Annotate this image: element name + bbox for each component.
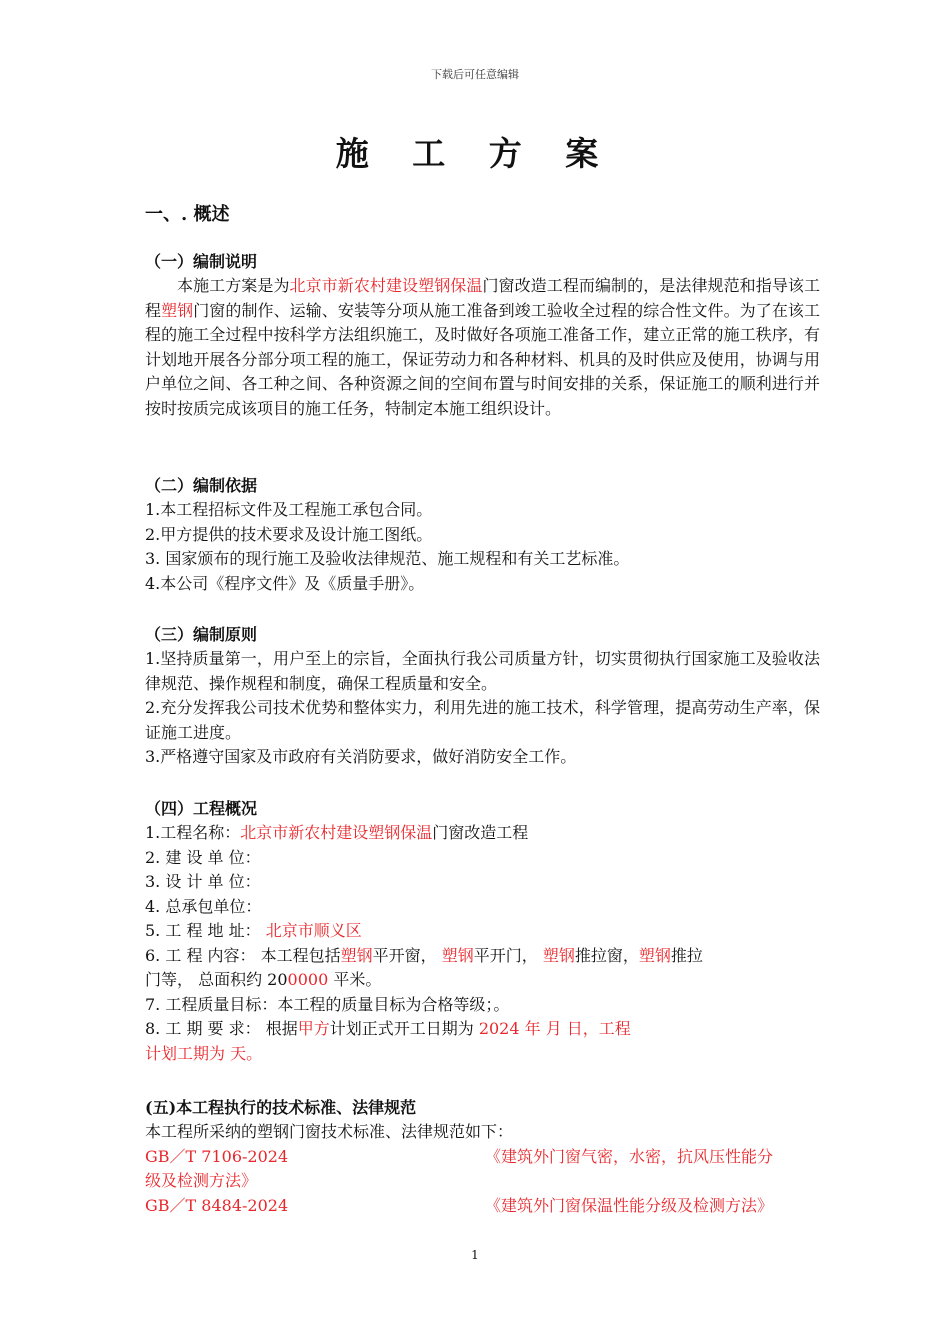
highlight-text: 塑钢 — [441, 945, 474, 965]
text: 门等， 总面积约 20 — [145, 970, 288, 989]
text: 推拉 — [670, 945, 703, 965]
highlight-text: 甲方 — [297, 1019, 330, 1038]
schedule-requirement-cont: 计划工期为 天。 — [145, 1043, 263, 1063]
project-content-cont — [145, 968, 820, 993]
list-item: 2.充分发挥我公司技术优势和整体实力，利用先进的施工技术，科学管理，提高劳动生产率，保证施工进度。 — [145, 698, 820, 742]
section-compilation-notes — [145, 250, 820, 421]
list-item: 3.严格遵守国家及市政府有关消防要求，做好消防安全工作。 — [145, 747, 577, 766]
document-title: 施 工 方 案 — [335, 134, 615, 173]
standards-intro: 本工程所采纳的塑钢门窗技术标准、法律规范如下： — [145, 1122, 514, 1141]
standard-row — [145, 1145, 820, 1170]
highlight-text: 0000 — [287, 970, 329, 989]
text: 平米。 — [328, 970, 382, 989]
general-contractor: 4. 总承包单位： — [145, 896, 262, 916]
label: 1.工程名称： — [145, 823, 241, 842]
project-address — [145, 919, 820, 944]
section-technical-standards — [145, 1096, 820, 1218]
text: 本施工方案是为 — [177, 276, 290, 295]
label: 8. 工 期 要 求： 根据 — [145, 1019, 298, 1038]
list-item: 4.本公司《程序文件》及《质量手册》。 — [145, 573, 425, 593]
standard-code: GB／T 7106-2024 — [145, 1146, 289, 1166]
header-note: 下载后可任意编辑 — [431, 68, 519, 81]
highlight-text: 北京市新农村建设塑钢保温 — [240, 823, 433, 842]
standard-name-cont: 级及检测方法》 — [145, 1171, 258, 1190]
project-name — [145, 821, 820, 846]
subsection-title: (五)本工程执行的技术标准、法律规范 — [145, 1098, 417, 1117]
text: 平开门， — [473, 945, 543, 965]
standard-code: GB／T 8484-2024 — [145, 1195, 289, 1215]
quality-target: 7. 工程质量目标：本工程的质量目标为合格等级；。 — [145, 994, 510, 1014]
standard-name: 《建筑外门窗保温性能分级及检测方法》 — [485, 1195, 774, 1215]
schedule-requirement — [145, 1017, 820, 1042]
standard-row — [145, 1194, 820, 1219]
subsection-title: （三）编制原则 — [145, 625, 258, 644]
highlight-text: 北京市顺义区 — [265, 921, 362, 940]
list-item: 1.坚持质量第一，用户至上的宗旨，全面执行我公司质量方针，切实贯彻执行国家施工及验收法律规范、操作规程和制度，确保工程质量和安全。 — [145, 649, 820, 693]
highlight-text: 北京市新农村建设塑钢保温 — [289, 276, 483, 295]
text: 计划正式开工日期为 — [329, 1019, 479, 1038]
text: 门窗的制作、运输、安装等分项从施工准备到竣工验收全过程的综合性文件。为了在该工程的施工全过程中按科学方法组织施工，及时做好各项施工准备工作，建立正常的施工秩序，有计划地开展各分部分项工程的施工，保证劳动力和各种材料、机具的及时供应及使用，协调与用户单位之间、各工种之间、各种资源之间的空间布置与时间安排的关系，保证施工的顺利进行并按时按质完成该项目的施工任务，特制定本施工组织设计。 — [145, 300, 820, 418]
highlight-text: 塑钢 — [542, 945, 575, 965]
design-unit: 3. 设 计 单 位： — [145, 872, 261, 891]
text: 门窗改造工程 — [432, 823, 529, 842]
subsection-title: （二）编制依据 — [145, 476, 258, 495]
list-item: 2.甲方提供的技术要求及设计施工图纸。 — [145, 524, 433, 544]
project-content — [145, 944, 820, 969]
page-number: 1 — [471, 1248, 479, 1262]
list-item: 1.本工程招标文件及工程施工承包合同。 — [145, 500, 433, 519]
paragraph — [145, 274, 820, 421]
section-project-overview — [145, 797, 820, 1066]
builder-unit: 2. 建 设 单 位： — [145, 847, 261, 867]
section-compilation-principles — [145, 623, 820, 770]
list-item: 3. 国家颁布的现行施工及验收法律规范、施工规程和有关工艺标准。 — [145, 549, 630, 568]
text: 平开窗， — [372, 945, 442, 965]
standard-name: 《建筑外门窗气密，水密，抗风压性能分 — [485, 1146, 774, 1166]
highlight-text: 塑钢 — [638, 945, 671, 965]
label: 6. 工 程 内容： 本工程包括 — [145, 945, 341, 965]
subsection-title: （一）编制说明 — [145, 252, 258, 271]
label: 5. 工 程 地 址： — [145, 921, 266, 940]
text: 门窗改造工程而编制的，是法律规范和指导该工程 — [145, 276, 820, 320]
highlight-text: 塑钢 — [340, 945, 373, 965]
section-1-title: 一、. 概述 — [145, 204, 230, 225]
highlight-text: 塑钢 — [161, 300, 194, 320]
text: 推拉窗， — [574, 945, 639, 965]
highlight-text: 2024 年 月 日，工程 — [478, 1019, 631, 1038]
section-compilation-basis — [145, 474, 820, 596]
subsection-title: （四）工程概况 — [145, 799, 258, 818]
